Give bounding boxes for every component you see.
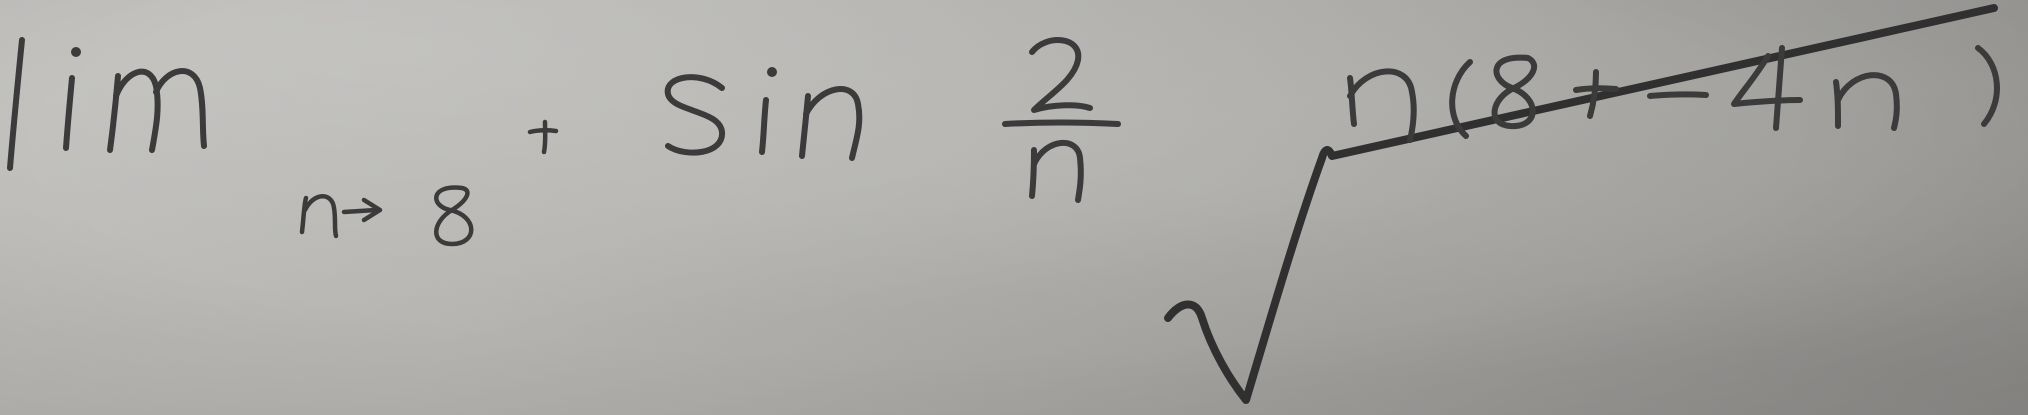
fraction-handwriting (1005, 40, 1118, 200)
limit-sign-handwriting (530, 122, 556, 152)
radical-sign (1168, 8, 1994, 400)
sin-handwriting (668, 67, 860, 158)
lim-handwriting (10, 40, 204, 168)
limit-subscript-handwriting (302, 188, 471, 244)
